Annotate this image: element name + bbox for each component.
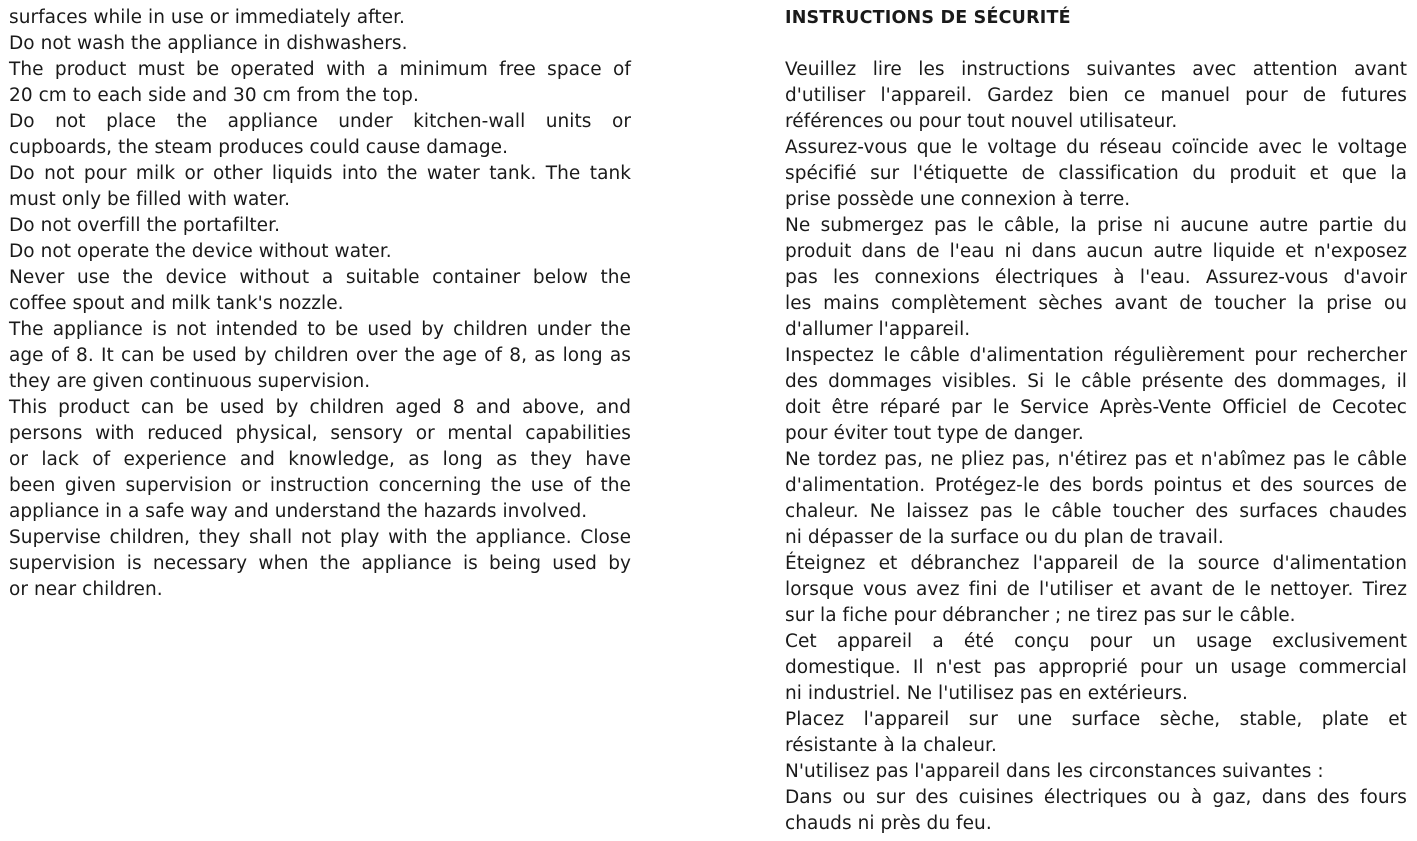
text-line: ni dépasser de la surface ou du plan de travail.	[785, 527, 1224, 548]
text-line: spécifié sur l'étiquette de classification du produit et que la	[785, 163, 1407, 184]
text-line: Do not place the appliance under kitchen-wall units or	[9, 111, 631, 132]
english-column	[9, 5, 631, 603]
text-line: or near children.	[9, 579, 163, 600]
text-line: persons with reduced physical, sensory or mental capabilities	[9, 423, 631, 444]
text-line: chauds ni près du feu.	[785, 813, 992, 834]
text-line: Cet appareil a été conçu pour un usage exclusivement	[785, 631, 1407, 652]
text-line: résistante à la chaleur.	[785, 735, 997, 756]
text-line: they are given continuous supervision.	[9, 371, 371, 392]
text-line: 20 cm to each side and 30 cm from the top.	[9, 85, 419, 106]
text-line: produit dans de l'eau ni dans aucun autre liquide et n'exposez	[785, 241, 1407, 262]
text-line: The product must be operated with a minimum free space of	[9, 59, 631, 80]
text-line: cupboards, the steam produces could cause damage.	[9, 137, 509, 158]
text-line: Veuillez lire les instructions suivantes avec attention avant	[785, 59, 1407, 80]
text-line: des dommages visibles. Si le câble présente des dommages, il	[785, 371, 1407, 392]
section-heading: INSTRUCTIONS DE SÉCURITÉ	[785, 8, 1071, 28]
text-line: prise possède une connexion à terre.	[785, 189, 1131, 210]
text-line: Placez l'appareil sur une surface sèche, stable, plate et	[785, 709, 1407, 730]
text-line: Éteignez et débranchez l'appareil de la source d'alimentation	[785, 553, 1407, 574]
text-line: or lack of experience and knowledge, as long as they have	[9, 449, 631, 470]
text-line: sur la fiche pour débrancher ; ne tirez pas sur le câble.	[785, 605, 1296, 626]
text-line: must only be filled with water.	[9, 189, 291, 210]
text-line: Ne submergez pas le câble, la prise ni aucune autre partie du	[785, 215, 1407, 236]
text-line: Dans ou sur des cuisines électriques ou à gaz, dans des fours	[785, 787, 1407, 808]
french-column	[785, 5, 1407, 837]
text-line: supervision is necessary when the appliance is being used by	[9, 553, 631, 574]
text-line: doit être réparé par le Service Après-Vente Officiel de Cecotec	[785, 397, 1407, 418]
text-line: appliance in a safe way and understand the hazards involved.	[9, 501, 588, 522]
heading-spacer	[785, 31, 1407, 57]
text-line: chaleur. Ne laissez pas le câble toucher des surfaces chaudes	[785, 501, 1407, 522]
text-line: This product can be used by children aged 8 and above, and	[9, 397, 631, 418]
text-line: pas les connexions électriques à l'eau. Assurez-vous d'avoir	[785, 267, 1407, 288]
text-line: domestique. Il n'est pas approprié pour un usage commercial	[785, 657, 1407, 678]
text-line: age of 8. It can be used by children over the age of 8, as long as	[9, 345, 631, 366]
text-line: d'alimentation. Protégez-le des bords pointus et des sources de	[785, 475, 1407, 496]
text-line: Do not pour milk or other liquids into the water tank. The tank	[9, 163, 631, 184]
text-line: références ou pour tout nouvel utilisateur.	[785, 111, 1178, 132]
text-line: d'allumer l'appareil.	[785, 319, 971, 340]
text-line: Assurez-vous que le voltage du réseau coïncide avec le voltage	[785, 137, 1407, 158]
text-line: been given supervision or instruction concerning the use of the	[9, 475, 631, 496]
text-line: lorsque vous avez fini de l'utiliser et avant de le nettoyer. Tirez	[785, 579, 1407, 600]
text-line: Never use the device without a suitable container below the	[9, 267, 631, 288]
text-line: les mains complètement sèches avant de toucher la prise ou	[785, 293, 1407, 314]
text-line: pour éviter tout type de danger.	[785, 423, 1084, 444]
text-line: Do not wash the appliance in dishwashers.	[9, 33, 408, 54]
text-line: Supervise children, they shall not play with the appliance. Close	[9, 527, 631, 548]
text-line: surfaces while in use or immediately after.	[9, 7, 405, 28]
text-line: N'utilisez pas l'appareil dans les circonstances suivantes :	[785, 761, 1324, 782]
text-line: The appliance is not intended to be used by children under the	[9, 319, 631, 340]
text-line: Do not operate the device without water.	[9, 241, 392, 262]
text-line: Ne tordez pas, ne pliez pas, n'étirez pas et n'abîmez pas le câble	[785, 449, 1407, 470]
text-line: d'utiliser l'appareil. Gardez bien ce manuel pour de futures	[785, 85, 1407, 106]
text-line: Do not overfill the portafilter.	[9, 215, 281, 236]
text-line: coffee spout and milk tank's nozzle.	[9, 293, 344, 314]
text-line: ni industriel. Ne l'utilisez pas en extérieurs.	[785, 683, 1188, 704]
text-line: Inspectez le câble d'alimentation régulièrement pour rechercher	[785, 345, 1407, 366]
